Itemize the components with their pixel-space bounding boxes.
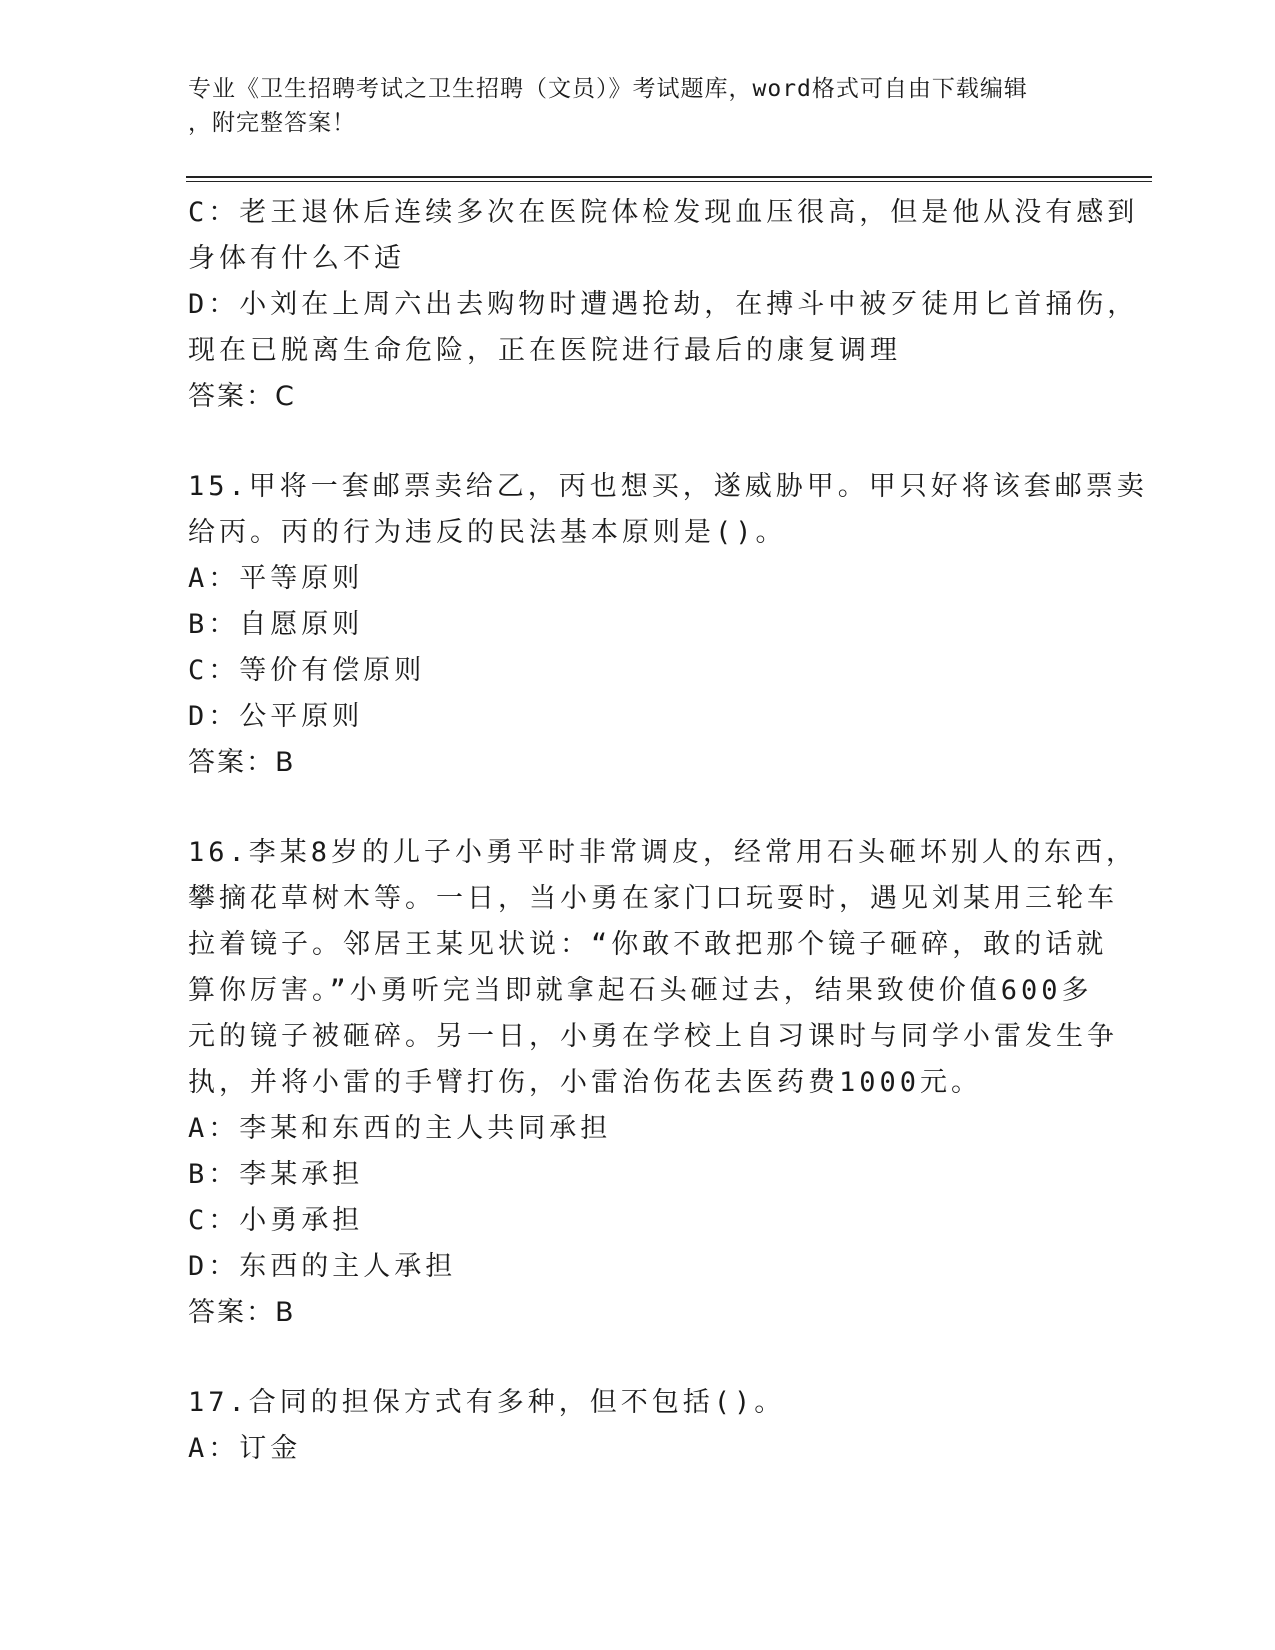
question-stem-line-5: 元的镜子被砸碎。另一日，小勇在学校上自习课时与同学小雷发生争 bbox=[188, 1021, 1118, 1052]
option-a: A：平等原则 bbox=[188, 563, 364, 594]
header-title-line-1: 专业《卫生招聘考试之卫生招聘（文员）》考试题库，word格式可自由下载编辑 bbox=[188, 76, 1028, 102]
question-spacer bbox=[188, 1336, 1088, 1380]
header-title-line-2: ，附完整答案！ bbox=[188, 110, 356, 136]
option-d: D：东西的主人承担 bbox=[188, 1251, 457, 1282]
question-stem-line-1: 16.李某8岁的儿子小勇平时非常调皮，经常用石头砸坏别人的东西， bbox=[188, 837, 1138, 868]
option-d-line-1: D：小刘在上周六出去购物时遭遇抢劫，在搏斗中被歹徒用匕首捅伤， bbox=[188, 289, 1139, 320]
option-c: C：小勇承担 bbox=[188, 1205, 364, 1236]
header-divider-thin bbox=[186, 181, 1152, 182]
question-17 bbox=[188, 1380, 1088, 1472]
option-d-line-2: 现在已脱离生命危险，正在医院进行最后的康复调理 bbox=[188, 335, 901, 366]
question-stem-line-1: 15.甲将一套邮票卖给乙，丙也想买，遂威胁甲。甲只好将该套邮票卖 bbox=[188, 471, 1148, 502]
option-b: B：自愿原则 bbox=[188, 609, 364, 640]
question-16 bbox=[188, 830, 1138, 1336]
question-14-tail bbox=[188, 190, 1139, 420]
option-c-line-1: C：老王退休后连续多次在医院体检发现血压很高，但是他从没有感到 bbox=[188, 197, 1139, 228]
answer-label: 答案：C bbox=[188, 381, 296, 412]
answer-label: 答案：B bbox=[188, 1297, 296, 1328]
option-b: B：李某承担 bbox=[188, 1159, 364, 1190]
option-a: A：李某和东西的主人共同承担 bbox=[188, 1113, 612, 1144]
question-spacer bbox=[188, 786, 1088, 830]
question-list bbox=[188, 190, 1148, 1472]
question-stem-line-3: 拉着镜子。邻居王某见状说：“你敢不敢把那个镜子砸碎，敢的话就 bbox=[188, 929, 1108, 960]
question-spacer bbox=[188, 420, 1088, 464]
option-c: C：等价有偿原则 bbox=[188, 655, 426, 686]
document-header bbox=[188, 72, 1068, 140]
answer-label: 答案：B bbox=[188, 747, 296, 778]
option-c-line-2: 身体有什么不适 bbox=[188, 243, 405, 274]
question-stem-line-6: 执，并将小雷的手臂打伤，小雷治伤花去医药费1000元。 bbox=[188, 1067, 983, 1098]
question-15 bbox=[188, 464, 1148, 786]
header-divider-thick bbox=[186, 176, 1152, 178]
question-stem-line-4: 算你厉害。”小勇听完当即就拿起石头砸过去，结果致使价值600多 bbox=[188, 975, 1093, 1006]
question-stem-line-2: 攀摘花草树木等。一日，当小勇在家门口玩耍时，遇见刘某用三轮车 bbox=[188, 883, 1118, 914]
option-d: D：公平原则 bbox=[188, 701, 364, 732]
option-a: A：订金 bbox=[188, 1433, 302, 1464]
question-stem-line-2: 给丙。丙的行为违反的民法基本原则是()。 bbox=[188, 517, 787, 548]
question-stem-line-1: 17.合同的担保方式有多种，但不包括()。 bbox=[188, 1387, 786, 1418]
